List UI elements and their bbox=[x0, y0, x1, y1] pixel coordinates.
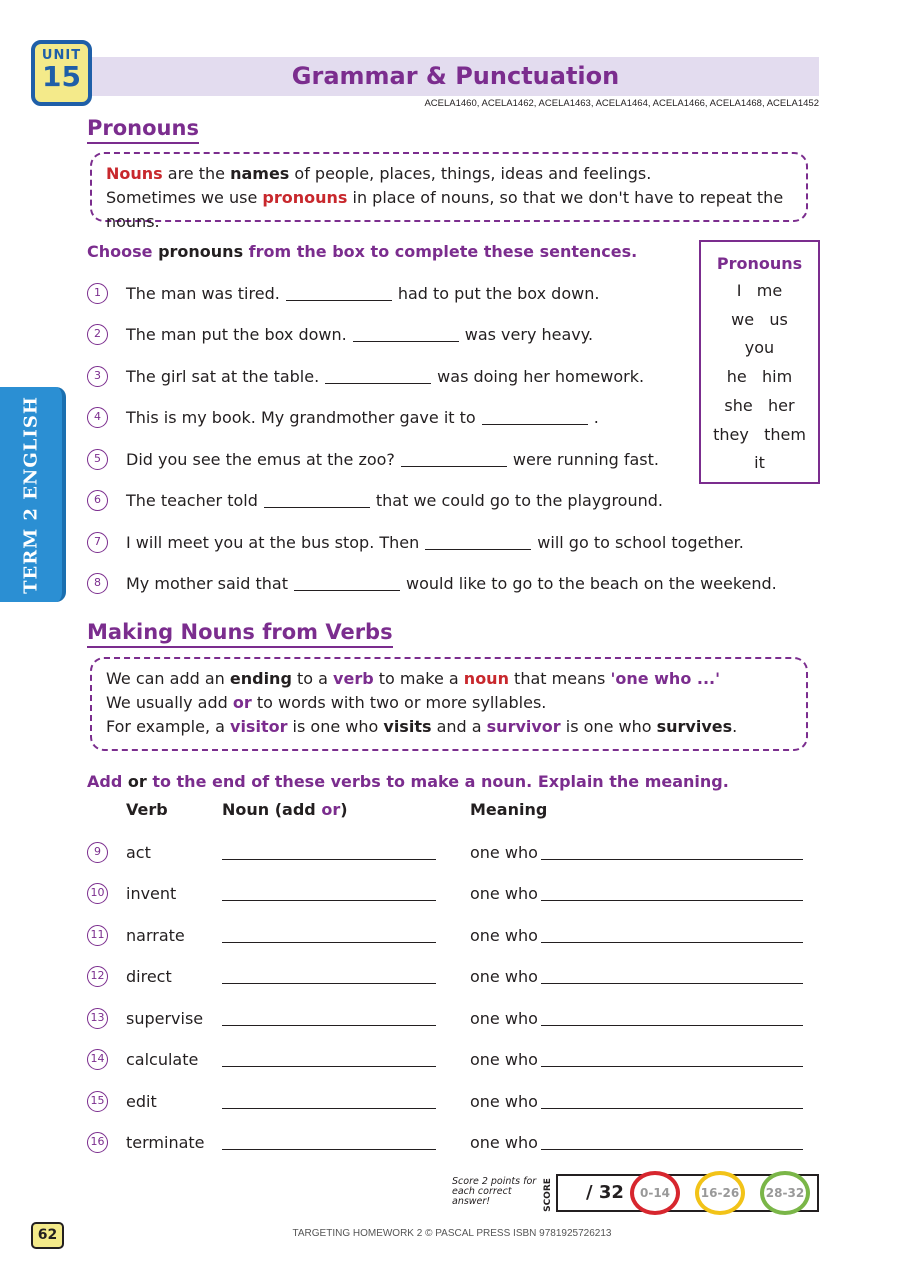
question-row bbox=[87, 573, 777, 594]
info-text: that means bbox=[508, 669, 611, 688]
info-text: . bbox=[732, 717, 738, 736]
info-text: survives bbox=[656, 717, 733, 736]
meaning-prefix: one who bbox=[470, 926, 538, 945]
meaning-prefix: one who bbox=[470, 1092, 538, 1111]
question-number: 3 bbox=[87, 366, 108, 387]
info-text: We can add an bbox=[106, 669, 230, 688]
noun-answer-line[interactable] bbox=[222, 1108, 436, 1109]
info-text: and a bbox=[431, 717, 487, 736]
instruction-text: Choose bbox=[87, 242, 159, 261]
pronoun-item: she her bbox=[724, 395, 795, 415]
question-text: This is my book. My grandmother gave it to bbox=[126, 408, 476, 427]
noun-answer-line[interactable] bbox=[222, 900, 436, 901]
question-number: 11 bbox=[87, 925, 108, 946]
noun-answer-line[interactable] bbox=[222, 859, 436, 860]
pronoun-item: we us bbox=[731, 309, 788, 329]
question-number: 16 bbox=[87, 1132, 108, 1153]
meaning-prefix: one who bbox=[470, 1050, 538, 1069]
meaning-prefix: one who bbox=[470, 843, 538, 862]
question-number: 9 bbox=[87, 842, 108, 863]
side-tab bbox=[0, 387, 66, 602]
verb-text: narrate bbox=[126, 926, 185, 945]
question-text: were running fast. bbox=[512, 450, 659, 469]
info-text: to words with two or more syllables. bbox=[251, 693, 547, 712]
info-text: or bbox=[232, 693, 252, 712]
answer-blank[interactable] bbox=[294, 577, 400, 591]
unit-badge bbox=[31, 40, 92, 106]
meaning-answer-line[interactable] bbox=[541, 859, 803, 860]
header-text: or bbox=[321, 800, 341, 819]
question-number: 5 bbox=[87, 449, 108, 470]
answer-blank[interactable] bbox=[401, 453, 507, 467]
question-text: that we could go to the playground. bbox=[375, 491, 663, 510]
verb-text: terminate bbox=[126, 1133, 205, 1152]
noun-answer-line[interactable] bbox=[222, 1149, 436, 1150]
info-line bbox=[106, 715, 792, 739]
answer-blank[interactable] bbox=[482, 411, 588, 425]
score-note: Score 2 points for each correct answer! bbox=[452, 1176, 537, 1207]
instruction-text: or bbox=[127, 772, 147, 791]
verb-text: supervise bbox=[126, 1009, 204, 1028]
verb-row bbox=[87, 965, 807, 989]
verb-text: calculate bbox=[126, 1050, 199, 1069]
meaning-answer-line[interactable] bbox=[541, 1108, 803, 1109]
question-row bbox=[87, 490, 663, 511]
question-text: My mother said that bbox=[126, 574, 288, 593]
question-number: 15 bbox=[87, 1091, 108, 1112]
question-text: The man put the box down. bbox=[126, 325, 347, 344]
meaning-answer-line[interactable] bbox=[541, 983, 803, 984]
question-row bbox=[87, 407, 599, 428]
question-row bbox=[87, 449, 659, 470]
nouns-heading: Making Nouns from Verbs bbox=[87, 620, 393, 648]
question-row bbox=[87, 366, 644, 387]
question-text: The man was tired. bbox=[126, 284, 280, 303]
noun-answer-line[interactable] bbox=[222, 1066, 436, 1067]
answer-blank[interactable] bbox=[264, 494, 370, 508]
instruction-text: pronouns bbox=[158, 242, 244, 261]
question-row bbox=[87, 532, 744, 553]
question-text: The girl sat at the table. bbox=[126, 367, 320, 386]
info-text: Sometimes we use bbox=[106, 188, 263, 207]
verb-row bbox=[87, 1131, 807, 1155]
question-number: 7 bbox=[87, 532, 108, 553]
verb-row bbox=[87, 882, 807, 906]
info-text: pronouns bbox=[262, 188, 348, 207]
nouns-instruction bbox=[87, 772, 729, 791]
score-label-text: SCORE bbox=[543, 1178, 553, 1212]
meaning-column-header: Meaning bbox=[470, 800, 548, 819]
meaning-answer-line[interactable] bbox=[541, 900, 803, 901]
unit-label: UNIT bbox=[41, 48, 82, 63]
verb-row bbox=[87, 924, 807, 948]
meaning-answer-line[interactable] bbox=[541, 942, 803, 943]
question-text: Did you see the emus at the zoo? bbox=[126, 450, 395, 469]
noun-answer-line[interactable] bbox=[222, 942, 436, 943]
pronoun-item: I me bbox=[736, 281, 783, 300]
meaning-answer-line[interactable] bbox=[541, 1149, 803, 1150]
info-text: For example, a bbox=[106, 717, 231, 736]
question-text: had to put the box down. bbox=[397, 284, 600, 303]
noun-column-header bbox=[222, 800, 348, 819]
score-band: 0-14 bbox=[630, 1171, 680, 1215]
question-row bbox=[87, 283, 599, 304]
pronoun-item: he him bbox=[726, 367, 793, 387]
info-text: ending bbox=[229, 669, 292, 688]
answer-blank[interactable] bbox=[286, 287, 392, 301]
question-number: 4 bbox=[87, 407, 108, 428]
info-text: is one who bbox=[287, 717, 384, 736]
info-text: noun bbox=[463, 669, 509, 688]
question-number: 1 bbox=[87, 283, 108, 304]
pronouns-instruction bbox=[87, 242, 637, 261]
answer-blank[interactable] bbox=[425, 536, 531, 550]
info-text: verb bbox=[333, 669, 374, 688]
page-title: Grammar & Punctuation bbox=[92, 57, 819, 96]
answer-blank[interactable] bbox=[353, 328, 459, 342]
instruction-text: Add bbox=[87, 772, 128, 791]
question-number: 14 bbox=[87, 1049, 108, 1070]
info-text: Nouns bbox=[106, 164, 163, 183]
question-number: 6 bbox=[87, 490, 108, 511]
info-text: survivor bbox=[486, 717, 561, 736]
info-line bbox=[106, 691, 792, 715]
score-band: 28-32 bbox=[760, 1171, 810, 1215]
question-number: 10 bbox=[87, 883, 108, 904]
meaning-prefix: one who bbox=[470, 1009, 538, 1028]
question-text: I will meet you at the bus stop. Then bbox=[126, 533, 420, 552]
score-label bbox=[540, 1180, 556, 1210]
verb-text: direct bbox=[126, 967, 172, 986]
verb-row bbox=[87, 841, 807, 865]
question-text: The teacher told bbox=[126, 491, 258, 510]
nouns-info-box bbox=[90, 657, 808, 751]
question-text: was very heavy. bbox=[464, 325, 594, 344]
info-text: in place of nouns, so that we don't have to repeat the nouns. bbox=[106, 188, 784, 231]
noun-answer-line[interactable] bbox=[222, 983, 436, 984]
pronoun-item: you bbox=[744, 338, 775, 358]
verb-row bbox=[87, 1048, 807, 1072]
meaning-answer-line[interactable] bbox=[541, 1025, 803, 1026]
meaning-prefix: one who bbox=[470, 884, 538, 903]
info-text: is one who bbox=[560, 717, 657, 736]
question-text: was doing her homework. bbox=[437, 367, 645, 386]
info-text: We usually add bbox=[106, 693, 233, 712]
info-text: visits bbox=[383, 717, 432, 736]
pronouns-info-box bbox=[90, 152, 808, 231]
pronouns-heading: Pronouns bbox=[87, 116, 199, 144]
verb-row bbox=[87, 1090, 807, 1114]
noun-answer-line[interactable] bbox=[222, 1025, 436, 1026]
question-number: 12 bbox=[87, 966, 108, 987]
meaning-answer-line[interactable] bbox=[541, 1066, 803, 1067]
question-number: 13 bbox=[87, 1008, 108, 1029]
info-text: to make a bbox=[373, 669, 464, 688]
info-line bbox=[106, 162, 792, 186]
verb-row bbox=[87, 1007, 807, 1031]
info-text: 'one who ...' bbox=[610, 669, 721, 688]
info-text: visitor bbox=[230, 717, 288, 736]
question-text: will go to school together. bbox=[537, 533, 744, 552]
question-number: 2 bbox=[87, 324, 108, 345]
instruction-text: to the end of these verbs to make a noun. Explain the meaning. bbox=[146, 772, 729, 791]
verb-column-header: Verb bbox=[126, 800, 168, 819]
info-text: are the bbox=[162, 164, 231, 183]
pronouns-box bbox=[699, 240, 820, 484]
footer: TARGETING HOMEWORK 2 © PASCAL PRESS ISBN 9781925726213 bbox=[292, 1228, 612, 1239]
info-text: to a bbox=[291, 669, 334, 688]
answer-blank[interactable] bbox=[325, 370, 431, 384]
verb-text: act bbox=[126, 843, 151, 862]
meaning-prefix: one who bbox=[470, 1133, 538, 1152]
question-text: . bbox=[593, 408, 599, 427]
unit-number: 15 bbox=[42, 60, 81, 93]
question-text: would like to go to the beach on the weekend. bbox=[405, 574, 777, 593]
header-text: ) bbox=[340, 800, 348, 819]
instruction-text: from the box to complete these sentences. bbox=[243, 242, 638, 261]
curriculum-codes: ACELA1460, ACELA1462, ACELA1463, ACELA1464, ACELA1466, ACELA1468, ACELA1452 bbox=[424, 98, 819, 109]
verb-text: edit bbox=[126, 1092, 157, 1111]
question-number: 8 bbox=[87, 573, 108, 594]
info-line bbox=[106, 186, 792, 234]
pronoun-item: it bbox=[754, 453, 765, 473]
pronouns-box-heading: Pronouns bbox=[716, 254, 803, 273]
info-text: names bbox=[230, 164, 290, 183]
info-line bbox=[106, 667, 792, 691]
verb-text: invent bbox=[126, 884, 177, 903]
pronoun-item: they them bbox=[713, 424, 806, 444]
score-band: 16-26 bbox=[695, 1171, 745, 1215]
side-tab-label: TERM 2 ENGLISH bbox=[20, 395, 42, 594]
page-number: 62 bbox=[31, 1222, 64, 1249]
meaning-prefix: one who bbox=[470, 967, 538, 986]
info-text: of people, places, things, ideas and feelings. bbox=[289, 164, 652, 183]
score-total: / 32 bbox=[586, 1182, 624, 1203]
question-row bbox=[87, 324, 593, 345]
header-text: Noun (add bbox=[222, 800, 322, 819]
